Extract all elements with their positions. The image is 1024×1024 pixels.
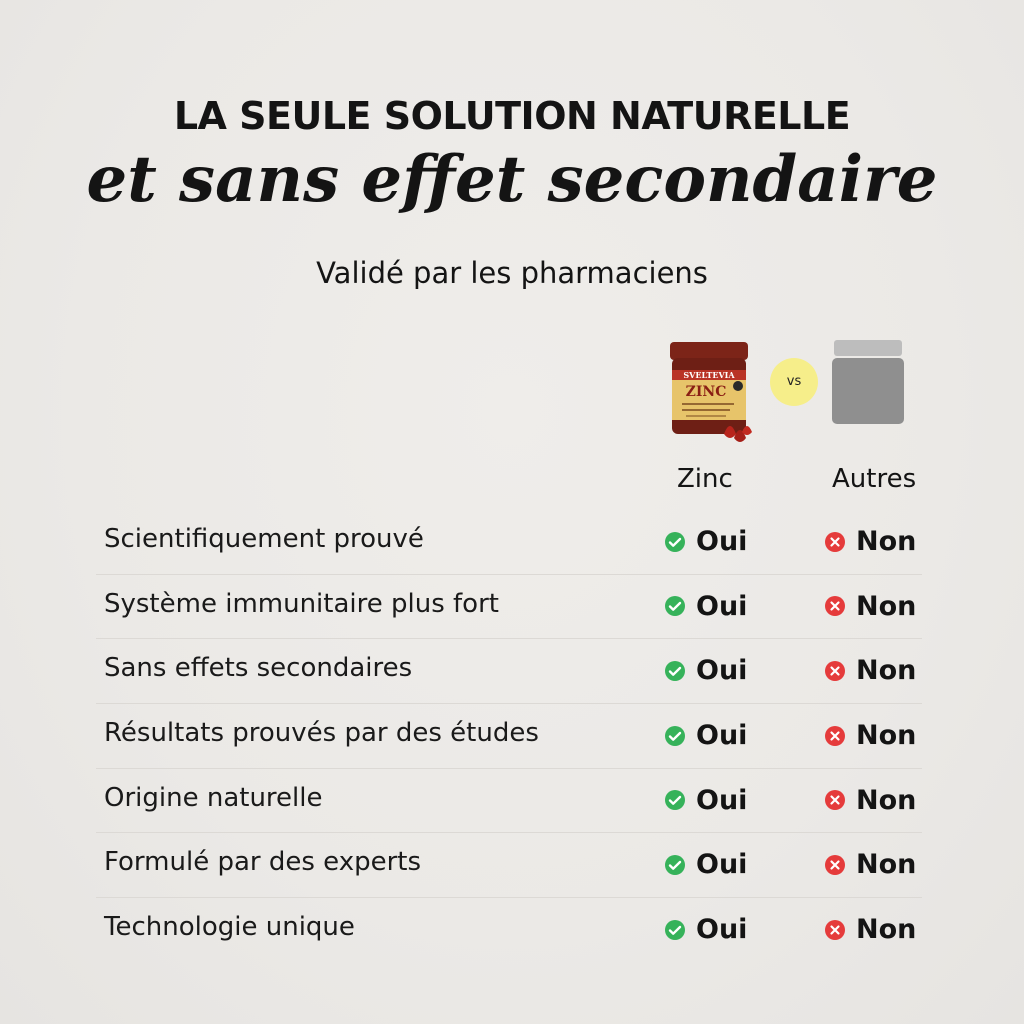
row-label: Formulé par des experts	[104, 847, 422, 878]
product-name: ZINC	[685, 384, 727, 400]
autres-cell	[824, 655, 916, 686]
non-text: Non	[856, 784, 917, 816]
comparison-table	[96, 510, 922, 962]
check-circle-icon	[664, 919, 686, 941]
vs-badge: vs	[770, 358, 818, 406]
zinc-product-jar	[664, 338, 760, 456]
zinc-cell	[664, 785, 747, 816]
cross-circle-icon	[824, 919, 846, 941]
row-label: Origine naturelle	[104, 782, 323, 813]
non-text: Non	[856, 526, 917, 557]
table-row	[96, 833, 922, 898]
cross-circle-icon	[824, 531, 846, 553]
table-row	[96, 575, 922, 640]
non-text: Non	[856, 849, 917, 881]
row-label: Système immunitaire plus fort	[104, 588, 499, 619]
oui-text: Oui	[696, 720, 748, 752]
zinc-cell	[664, 526, 747, 557]
autres-cell	[824, 849, 916, 880]
subheadline: et sans effet secondaire	[86, 142, 938, 217]
zinc-cell	[664, 720, 747, 751]
column-zinc: Zinc	[677, 464, 733, 494]
oui-text: Oui	[696, 590, 748, 622]
row-label: Résultats prouvés par des études	[104, 718, 539, 749]
autres-cell	[824, 914, 916, 945]
zinc-cell	[664, 655, 747, 686]
check-circle-icon	[664, 660, 686, 682]
check-circle-icon	[664, 531, 686, 553]
non-text: Non	[856, 720, 917, 752]
generic-jar	[832, 340, 904, 426]
cross-circle-icon	[824, 660, 846, 682]
table-row	[96, 704, 922, 769]
autres-cell	[824, 526, 916, 557]
tagline: Validé par les pharmaciens	[316, 256, 708, 290]
table-row	[96, 769, 922, 834]
check-circle-icon	[664, 595, 686, 617]
cross-circle-icon	[824, 725, 846, 747]
autres-cell	[824, 720, 916, 751]
table-row	[96, 510, 922, 575]
non-text: Non	[856, 655, 917, 687]
check-circle-icon	[664, 854, 686, 876]
zinc-cell	[664, 591, 747, 622]
autres-cell	[824, 591, 916, 622]
autres-cell	[824, 785, 916, 816]
row-label: Technologie unique	[104, 912, 355, 943]
oui-text: Oui	[696, 526, 748, 557]
row-label: Scientifiquement prouvé	[104, 524, 424, 554]
column-autres: Autres	[832, 464, 917, 494]
non-text: Non	[856, 590, 917, 622]
check-circle-icon	[664, 725, 686, 747]
table-row	[96, 898, 922, 962]
oui-text: Oui	[696, 784, 748, 816]
headline: LA SEULE SOLUTION NATURELLE	[173, 94, 851, 138]
cross-circle-icon	[824, 595, 846, 617]
cross-circle-icon	[824, 789, 846, 811]
check-circle-icon	[664, 789, 686, 811]
oui-text: Oui	[696, 655, 748, 687]
oui-text: Oui	[696, 914, 748, 946]
non-text: Non	[856, 914, 917, 946]
zinc-cell	[664, 849, 747, 880]
table-row	[96, 639, 922, 704]
cross-circle-icon	[824, 854, 846, 876]
row-label: Sans effets secondaires	[104, 653, 413, 684]
product-brand: SVELTEVIA	[683, 370, 735, 380]
oui-text: Oui	[696, 849, 748, 881]
zinc-cell	[664, 914, 747, 945]
